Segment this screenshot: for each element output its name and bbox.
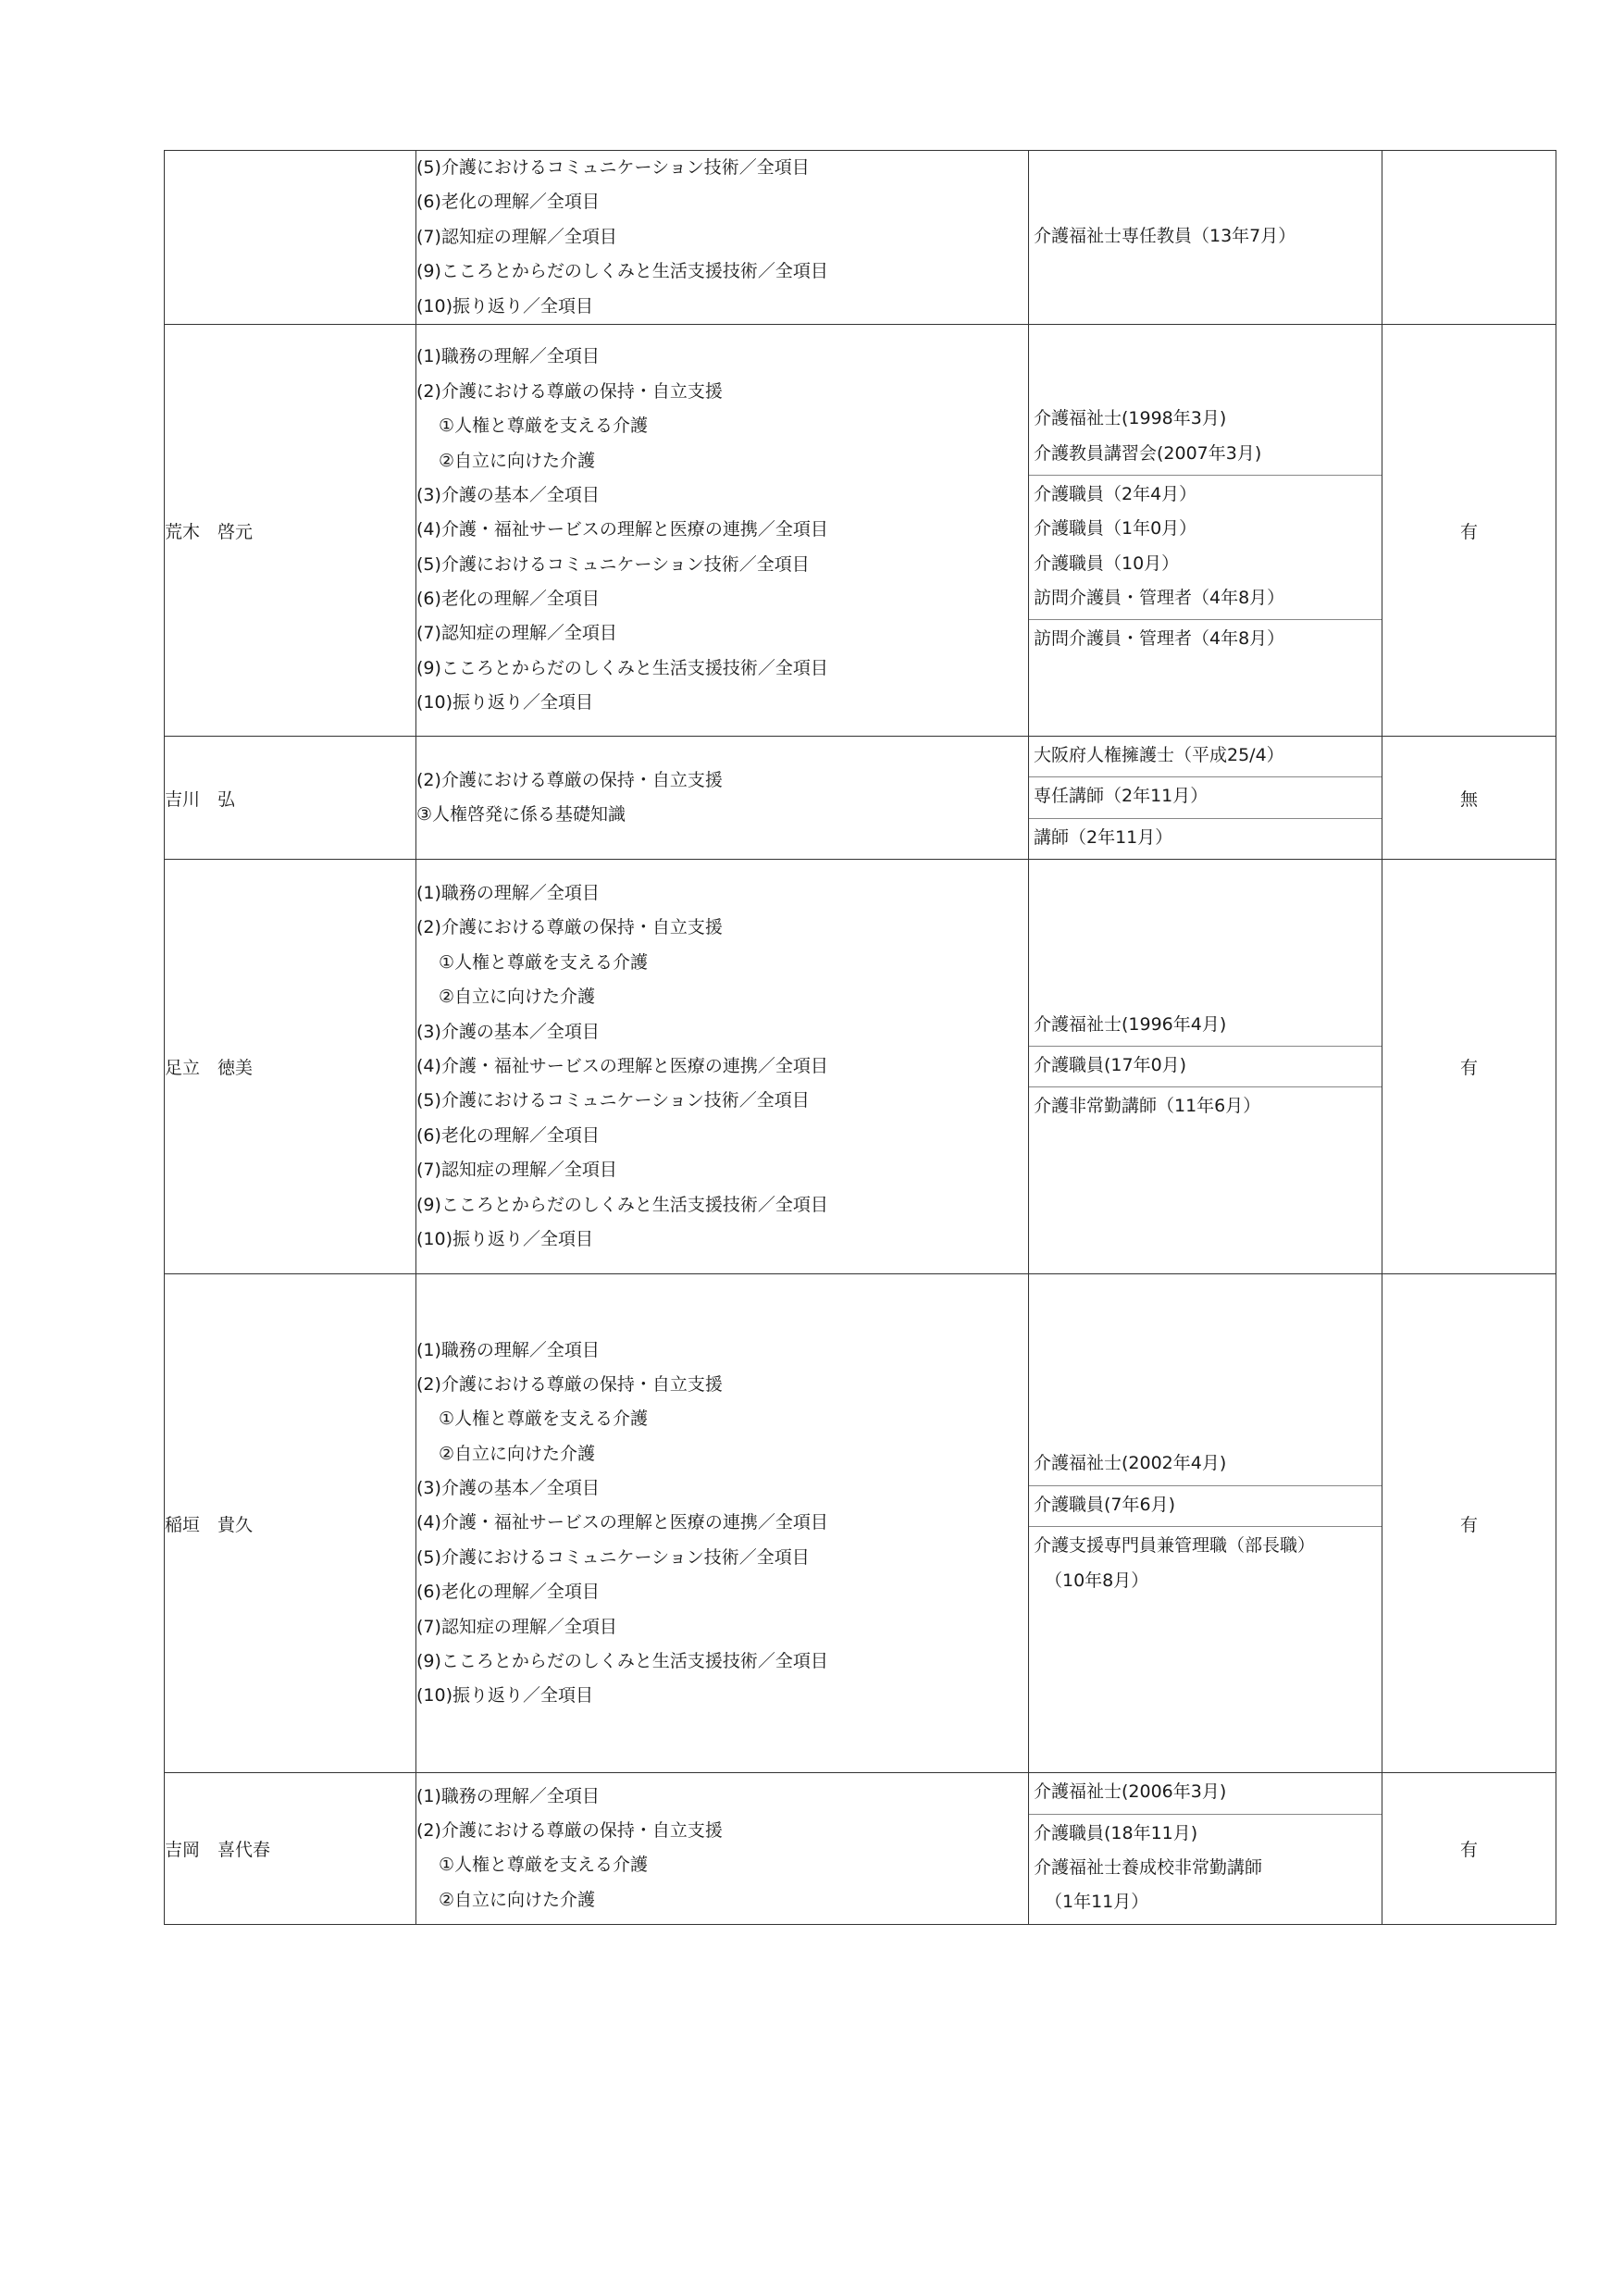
qualification-item: 介護非常勤講師（11年6月）	[1034, 1096, 1261, 1117]
subject-item: (4)介護・福祉サービスの理解と医療の連携／全項目	[416, 1512, 828, 1533]
subject-item: (9)こころとからだのしくみと生活支援技術／全項目	[416, 1651, 828, 1672]
subject-list	[416, 151, 1029, 325]
qualification-item: 介護職員（10月）	[1034, 552, 1180, 574]
qualification-list	[1029, 325, 1382, 737]
qualification-item: 介護職員（1年0月）	[1034, 518, 1197, 540]
qualification-item: 介護教員講習会(2007年3月)	[1034, 442, 1262, 464]
subject-item: (10)振り返り／全項目	[416, 692, 594, 714]
subject-item: ①人権と尊厳を支える介護	[439, 416, 649, 437]
table-row	[165, 737, 1556, 860]
subject-item: (5)介護におけるコミュニケーション技術／全項目	[416, 1090, 810, 1111]
experience-flag: 有	[1382, 1274, 1556, 1773]
qualification-item: 介護福祉士(1996年4月)	[1034, 1013, 1227, 1035]
subject-item: (7)認知症の理解／全項目	[416, 1616, 617, 1637]
qualification-list	[1029, 860, 1382, 1274]
subject-list	[416, 860, 1029, 1274]
subject-list	[416, 325, 1029, 737]
subject-item: (9)こころとからだのしくみと生活支援技術／全項目	[416, 1194, 828, 1215]
subject-item: (3)介護の基本／全項目	[416, 1021, 600, 1042]
subject-item: (9)こころとからだのしくみと生活支援技術／全項目	[416, 657, 828, 678]
subject-item: (6)老化の理解／全項目	[416, 589, 600, 610]
qualification-group	[1029, 1006, 1382, 1047]
qualification-item: 介護福祉士専任教員（13年7月）	[1034, 225, 1296, 246]
subject-item: (1)職務の理解／全項目	[416, 346, 600, 367]
qualification-group	[1029, 1527, 1382, 1602]
table-row	[165, 1773, 1556, 1925]
subject-item: (7)認知症の理解／全項目	[416, 1160, 617, 1181]
subject-item: (9)こころとからだのしくみと生活支援技術／全項目	[416, 261, 828, 282]
subject-item: (2)介護における尊厳の保持・自立支援	[416, 380, 723, 402]
subject-item: (6)老化の理解／全項目	[416, 192, 600, 213]
subject-item: ②自立に向けた介護	[439, 1443, 596, 1464]
subject-item: (2)介護における尊厳の保持・自立支援	[416, 1820, 723, 1842]
subject-item: (10)振り返り／全項目	[416, 1685, 594, 1706]
experience-flag: 無	[1382, 737, 1556, 860]
qualification-item: 介護職員(17年0月)	[1034, 1054, 1187, 1075]
subject-item: (3)介護の基本／全項目	[416, 1478, 600, 1499]
qualification-item: 講師（2年11月）	[1034, 826, 1173, 848]
qualification-group	[1029, 1486, 1382, 1527]
subject-item: (5)介護におけるコミュニケーション技術／全項目	[416, 157, 810, 179]
qualification-item: 介護福祉士養成校非常勤講師	[1034, 1856, 1263, 1878]
qualification-list	[1029, 1773, 1382, 1925]
qualification-group	[1029, 1815, 1382, 1924]
subject-list	[416, 1773, 1029, 1925]
subject-item: (6)老化の理解／全項目	[416, 1124, 600, 1146]
table-row	[165, 325, 1556, 737]
subject-item: (1)職務の理解／全項目	[416, 1339, 600, 1360]
instructor-name: 足立 徳美	[165, 860, 416, 1274]
subject-item: (3)介護の基本／全項目	[416, 484, 600, 505]
experience-flag: 有	[1382, 1773, 1556, 1925]
qualification-list	[1029, 1274, 1382, 1773]
table-row	[165, 860, 1556, 1274]
qualification-item: 訪問介護員・管理者（4年8月）	[1034, 588, 1285, 609]
qualification-group	[1029, 1087, 1382, 1127]
qualification-list	[1029, 151, 1382, 325]
subject-item: (6)老化の理解／全項目	[416, 1582, 600, 1603]
experience-flag	[1382, 151, 1556, 325]
qualification-list	[1029, 737, 1382, 860]
qualification-item: 専任講師（2年11月）	[1034, 786, 1209, 807]
subject-list	[416, 737, 1029, 860]
subject-item: (10)振り返り／全項目	[416, 295, 594, 316]
subject-item: (1)職務の理解／全項目	[416, 883, 600, 904]
subject-item: (2)介護における尊厳の保持・自立支援	[416, 1373, 723, 1395]
subject-item: (4)介護・福祉サービスの理解と医療の連携／全項目	[416, 1055, 828, 1076]
instructor-table-body	[165, 151, 1556, 1925]
qualification-group	[1029, 476, 1382, 621]
qualification-item: 介護職員（2年4月）	[1034, 483, 1197, 504]
qualification-group	[1029, 737, 1382, 777]
qualification-item: 介護職員(18年11月)	[1034, 1822, 1198, 1843]
instructor-name: 吉川 弘	[165, 737, 416, 860]
qualification-group	[1029, 1445, 1382, 1485]
table-row	[165, 1274, 1556, 1773]
subject-item: (4)介護・福祉サービスの理解と医療の連携／全項目	[416, 519, 828, 540]
qualification-item: （10年8月）	[1045, 1570, 1149, 1591]
qualification-item: 介護福祉士(1998年3月)	[1034, 408, 1227, 429]
qualification-item: （1年11月）	[1045, 1892, 1149, 1913]
subject-item: (2)介護における尊厳の保持・自立支援	[416, 769, 723, 790]
subject-item: ②自立に向けた介護	[439, 450, 596, 471]
qualification-item: 介護福祉士(2002年4月)	[1034, 1453, 1227, 1474]
instructor-name: 荒木 啓元	[165, 325, 416, 737]
qualification-group	[1029, 777, 1382, 818]
experience-flag: 有	[1382, 325, 1556, 737]
subject-item: ①人権と尊厳を支える介護	[439, 951, 649, 973]
qualification-group	[1029, 1773, 1382, 1814]
subject-item: (5)介護におけるコミュニケーション技術／全項目	[416, 1546, 810, 1568]
subject-item: ①人権と尊厳を支える介護	[439, 1409, 649, 1430]
qualification-group	[1029, 620, 1382, 660]
qualification-group	[1029, 1047, 1382, 1087]
qualification-item: 訪問介護員・管理者（4年8月）	[1034, 628, 1285, 650]
instructor-table	[164, 150, 1556, 1925]
subject-item: (7)認知症の理解／全項目	[416, 623, 617, 644]
experience-flag: 有	[1382, 860, 1556, 1274]
instructor-name: 稲垣 貴久	[165, 1274, 416, 1773]
qualification-group	[1029, 217, 1382, 257]
subject-item: ③人権啓発に係る基礎知識	[416, 804, 626, 825]
subject-item: (7)認知症の理解／全項目	[416, 226, 617, 247]
instructor-name	[165, 151, 416, 325]
subject-item: ②自立に向けた介護	[439, 987, 596, 1008]
subject-list	[416, 1274, 1029, 1773]
qualification-item: 大阪府人権擁護士（平成25/4）	[1034, 745, 1284, 765]
qualification-item: 介護福祉士(2006年3月)	[1034, 1781, 1227, 1803]
subject-item: (1)職務の理解／全項目	[416, 1785, 600, 1806]
subject-item: (10)振り返り／全項目	[416, 1228, 594, 1249]
table-row	[165, 151, 1556, 325]
subject-item: (2)介護における尊厳の保持・自立支援	[416, 917, 723, 938]
subject-item: (5)介護におけるコミュニケーション技術／全項目	[416, 553, 810, 575]
subject-item: ②自立に向けた介護	[439, 1889, 596, 1910]
qualification-item: 介護職員(7年6月)	[1034, 1494, 1176, 1515]
instructor-name: 吉岡 喜代春	[165, 1773, 416, 1925]
qualification-group	[1029, 819, 1382, 859]
subject-item: ①人権と尊厳を支える介護	[439, 1855, 649, 1876]
qualification-item: 介護支援専門員兼管理職（部長職）	[1034, 1535, 1316, 1557]
qualification-group	[1029, 400, 1382, 476]
